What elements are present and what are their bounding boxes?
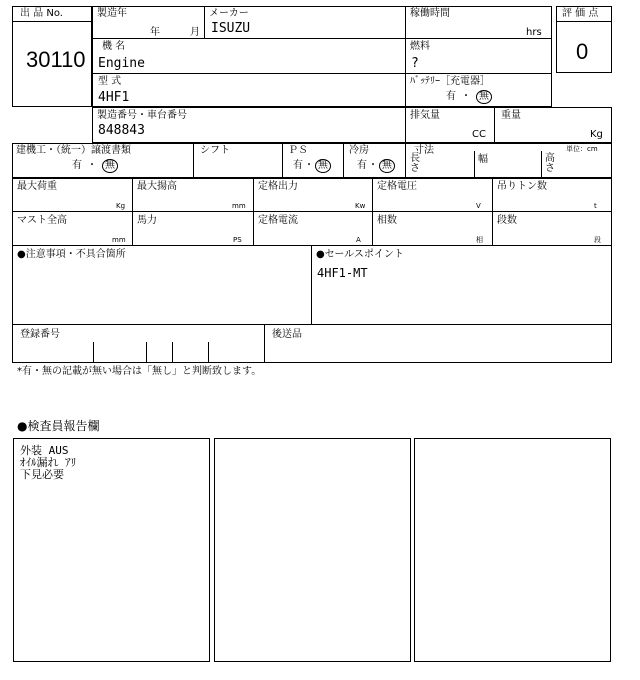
- weight-unit: Kg: [590, 129, 603, 140]
- ps-yes-no: [293, 159, 331, 173]
- sales-point-value: 4HF1-MT: [317, 266, 368, 280]
- dimension-width: 幅: [478, 154, 488, 165]
- footnote: *有・無の記載が無い場合は「無し」と判断致します。: [17, 366, 262, 377]
- ps-label: ＰＳ: [288, 145, 308, 156]
- hours-label: 稼働時間: [410, 8, 450, 19]
- cooler-yes-no: [357, 159, 395, 173]
- shipping-label: 後送品: [272, 329, 302, 340]
- inspector-heading: ●検査員報告欄: [17, 419, 100, 433]
- dimension-length: 長さ: [410, 153, 420, 174]
- registration-label: 登録番号: [20, 329, 60, 340]
- cooler-no-circled: 無: [379, 159, 395, 173]
- displacement-label: 排気量: [410, 110, 440, 121]
- rated-voltage-unit: V: [476, 202, 481, 210]
- rating-value: 0: [576, 39, 589, 64]
- transfer-doc-yes: 有: [72, 160, 82, 171]
- battery-label: ﾊﾞｯﾃﾘｰ［充電器］: [410, 76, 490, 87]
- max-load-unit: Kg: [116, 202, 126, 210]
- rated-output-label: 定格出力: [258, 181, 298, 192]
- rated-voltage-label: 定格電圧: [377, 181, 417, 192]
- maker-label: メーカー: [209, 8, 249, 19]
- displacement-unit: CC: [472, 129, 486, 140]
- phase-unit: 相: [476, 236, 483, 244]
- fuel-label: 燃料: [410, 41, 430, 52]
- lifting-ton-unit: t: [594, 202, 597, 210]
- ps-yes: 有: [293, 160, 303, 171]
- battery-yes: 有: [446, 91, 456, 102]
- battery-yes-no: [446, 90, 492, 104]
- inspector-report-box-3: [414, 438, 611, 662]
- shift-label: シフト: [200, 145, 230, 156]
- ps-dot: ・: [304, 160, 314, 171]
- transfer-doc-dot: ・: [87, 160, 97, 171]
- inspector-report-box-2: [214, 438, 411, 662]
- transfer-doc-yes-no: [72, 159, 118, 173]
- phase-label: 相数: [377, 215, 397, 226]
- cooler-dot: ・: [368, 160, 378, 171]
- max-load-label: 最大荷重: [17, 181, 57, 192]
- weight-label: 重量: [501, 110, 521, 121]
- stages-label: 段数: [497, 215, 517, 226]
- ps-no-circled: 無: [315, 159, 331, 173]
- notes-label: ●注意事項・不具合箇所: [17, 249, 126, 260]
- lot-number-value: 30110: [26, 47, 86, 72]
- battery-no-circled: 無: [476, 90, 492, 104]
- year-unit: 年: [150, 27, 160, 38]
- lot-number-label: 出 品 No.: [20, 8, 63, 19]
- hours-unit: hrs: [526, 27, 542, 38]
- rated-current-unit: A: [356, 236, 361, 244]
- transfer-doc-no-circled: 無: [102, 159, 118, 173]
- sales-point-label: ●セールスポイント: [316, 249, 404, 260]
- dimension-height: 高さ: [545, 153, 555, 174]
- registration-shipping-box: [12, 324, 612, 363]
- horsepower-label: 馬力: [137, 215, 157, 226]
- dimensions-label: 寸法: [414, 145, 434, 156]
- mast-height-unit: mm: [112, 236, 126, 244]
- month-unit: 月: [190, 27, 200, 38]
- inspector-report-text: 外装 AUS ｵｲﾙ漏れ ｱﾘ 下見必要: [20, 444, 77, 481]
- maker-value: ISUZU: [211, 21, 251, 36]
- model-name-label: 機 名: [102, 41, 126, 52]
- rating-label: 評 価 点: [562, 8, 599, 19]
- lifting-ton-label: 吊りトン数: [497, 181, 547, 192]
- fuel-value: ?: [411, 56, 419, 71]
- mast-height-label: マスト全高: [17, 215, 67, 226]
- cooler-yes: 有: [357, 160, 367, 171]
- battery-dot: ・: [461, 91, 471, 102]
- transfer-doc-label: 建機工・（統一）譲渡書類: [16, 145, 131, 156]
- model-name-value: Engine: [98, 56, 145, 71]
- serial-label: 製造番号・車台番号: [97, 110, 187, 121]
- rated-current-label: 定格電流: [258, 215, 298, 226]
- stages-unit: 段: [594, 236, 601, 244]
- dimensions-unit-note: 単位：cm: [566, 145, 598, 153]
- horsepower-unit: PS: [233, 236, 242, 244]
- max-lift-height-label: 最大揚高: [137, 181, 177, 192]
- cooler-label: 冷房: [349, 145, 369, 156]
- rated-output-unit: Kw: [355, 202, 366, 210]
- year-label: 製造年: [97, 8, 127, 19]
- spec-row-5: [12, 211, 612, 246]
- max-lift-height-unit: mm: [232, 202, 246, 210]
- model-type-label: 型 式: [98, 76, 122, 87]
- model-type-value: 4HF1: [98, 90, 130, 105]
- serial-value: 848843: [98, 123, 145, 138]
